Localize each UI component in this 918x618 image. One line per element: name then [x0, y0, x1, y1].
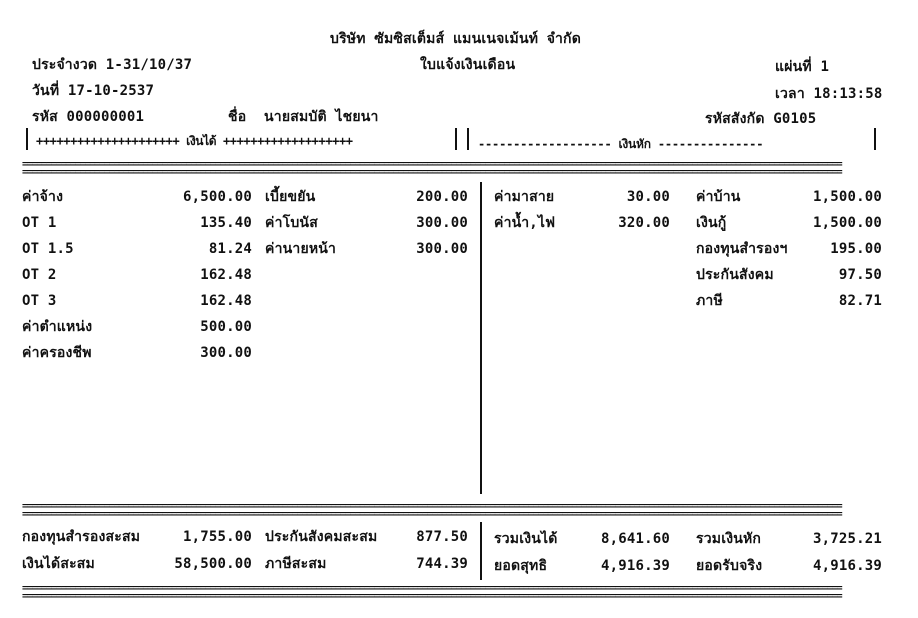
deduction-header: ------------------- เงินหัก ---------------	[478, 137, 764, 151]
column-divider	[480, 182, 482, 494]
sheet-number: แผ่นที่ 1	[775, 59, 830, 75]
deduction-label: ค่าบ้าน	[696, 189, 741, 205]
income-value: 6,500.00	[182, 189, 252, 205]
summary-divider	[480, 522, 482, 580]
income-value: 300.00	[416, 215, 468, 231]
company-name: บริษัท ซัมซิสเต็มส์ แมนเนจเม้นท์ จำกัด	[330, 31, 582, 47]
income-value: 300.00	[200, 345, 252, 361]
provident-acc-label: กองทุนสำรองสะสม	[22, 529, 141, 545]
total-income-value: 8,641.60	[600, 531, 670, 547]
deduction-label: ประกันสังคม	[696, 267, 774, 283]
separator-rule: ==========================================================================================================================================================================	[22, 160, 842, 170]
income-label: เบี้ยขยัน	[265, 189, 316, 205]
deduction-value: 320.00	[618, 215, 670, 231]
deduction-value: 30.00	[626, 189, 670, 205]
separator-rule: ==========================================================================================================================================================================	[22, 510, 842, 520]
deduction-value: 82.71	[838, 293, 882, 309]
employee-code: รหัส 000000001	[32, 109, 145, 125]
social-acc-value: 877.50	[416, 529, 468, 545]
income-label: OT 3	[22, 293, 57, 309]
income-acc-value: 58,500.00	[174, 556, 252, 572]
income-label: ค่าครองชีพ	[22, 345, 92, 361]
deduction-value: 195.00	[830, 241, 882, 257]
separator-rule: ==========================================================================================================================================================================	[22, 592, 842, 602]
income-label: ค่าจ้าง	[22, 189, 64, 205]
deduction-label: ค่าน้ำ,ไฟ	[494, 215, 556, 231]
income-label: ค่านายหน้า	[265, 241, 337, 257]
document-title: ใบแจ้งเงินเดือน	[420, 57, 516, 73]
left-border	[26, 128, 28, 150]
deduction-value: 1,500.00	[812, 189, 882, 205]
provident-acc-value: 1,755.00	[182, 529, 252, 545]
tax-acc-label: ภาษีสะสม	[265, 556, 327, 572]
print-date: วันที่ 17-10-2537	[32, 83, 155, 99]
income-label: ค่าตำแหน่ง	[22, 319, 93, 335]
employee-name-label: ชื่อ	[228, 109, 247, 125]
net-label: ยอดสุทธิ	[494, 558, 548, 574]
deduction-label: ค่ามาสาย	[494, 189, 555, 205]
received-value: 4,916.39	[812, 558, 882, 574]
received-label: ยอดรับจริง	[696, 558, 763, 574]
deduction-label: ภาษี	[696, 293, 723, 309]
total-deduction-value: 3,725.21	[812, 531, 882, 547]
income-label: ค่าโบนัส	[265, 215, 318, 231]
income-value: 200.00	[416, 189, 468, 205]
separator-rule: ==========================================================================================================================================================================	[22, 168, 842, 178]
header-divider-left	[455, 128, 457, 150]
income-label: OT 1.5	[22, 241, 74, 257]
income-header: +++++++++++++++++++++ เงินได้ +++++++++++++++++++	[36, 134, 353, 148]
income-value: 81.24	[208, 241, 252, 257]
deduction-label: กองทุนสำรองฯ	[696, 241, 788, 257]
deduction-label: เงินกู้	[696, 215, 727, 231]
income-label: OT 1	[22, 215, 57, 231]
income-value: 162.48	[200, 293, 252, 309]
income-value: 500.00	[200, 319, 252, 335]
net-value: 4,916.39	[600, 558, 670, 574]
tax-acc-value: 744.39	[416, 556, 468, 572]
print-time: เวลา 18:13:58	[775, 86, 883, 102]
total-deduction-label: รวมเงินหัก	[696, 531, 762, 547]
total-income-label: รวมเงินได้	[494, 531, 558, 547]
deduction-value: 1,500.00	[812, 215, 882, 231]
income-acc-label: เงินได้สะสม	[22, 556, 95, 572]
deduction-value: 97.50	[838, 267, 882, 283]
income-label: OT 2	[22, 267, 57, 283]
employee-name: นายสมบัติ ไชยนา	[264, 109, 379, 125]
income-value: 162.48	[200, 267, 252, 283]
income-value: 135.40	[200, 215, 252, 231]
department-code: รหัสสังกัด G0105	[705, 111, 817, 127]
right-border	[874, 128, 876, 150]
income-value: 300.00	[416, 241, 468, 257]
separator-rule: ==========================================================================================================================================================================	[22, 584, 842, 594]
pay-period: ประจำงวด 1-31/10/37	[32, 57, 193, 73]
social-acc-label: ประกันสังคมสะสม	[265, 529, 378, 545]
separator-rule: ==========================================================================================================================================================================	[22, 502, 842, 512]
header-divider-right	[467, 128, 469, 150]
